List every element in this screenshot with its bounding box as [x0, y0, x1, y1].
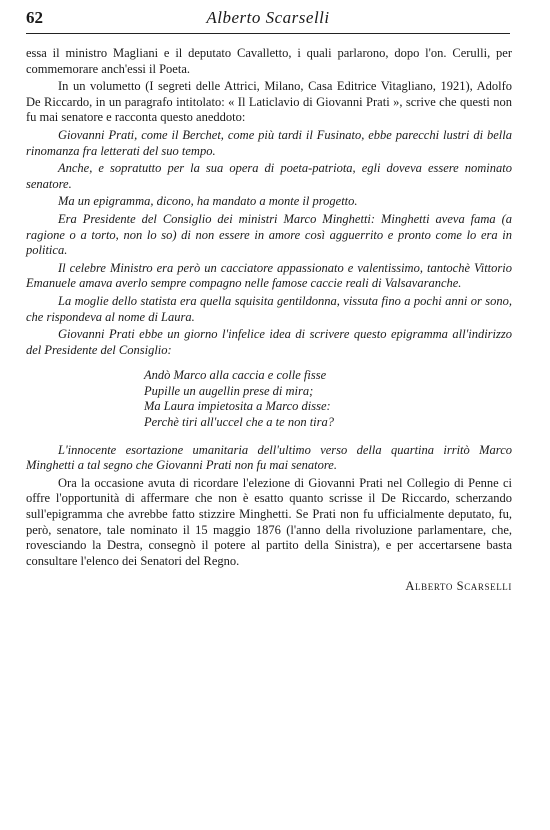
quoted-paragraph: Giovanni Prati ebbe un giorno l'infelice idea di scrivere questo epigramma all'indirizzo del Presidente del Consiglio: [26, 327, 512, 357]
quoted-paragraph: Anche, e sopratutto per la sua opera di poeta-patriota, egli doveva essere nominato senatore. [26, 161, 512, 191]
poem-line: Pupille un augellin prese di mira; [144, 383, 314, 398]
paragraph: In un volumetto (I segreti delle Attrici, Milano, Casa Editrice Vitagliano, 1921), Adolfo De Riccardo, in un paragrafo intitolato: « Il Laticlavio di Giovanni Prati », scrive che questi non fu mai senatore e racconta questo aneddoto: [26, 79, 512, 125]
paragraph: essa il ministro Magliani e il deputato Cavalletto, i quali parlarono, dopo l'on. Cerulli, per commemorare anch'essi il Poeta. [26, 46, 512, 76]
poem-line: Ma Laura impietosita a Marco disse: [144, 399, 331, 414]
quoted-paragraph: Era Presidente del Consiglio dei ministri Marco Minghetti: Minghetti aveva fama (a ragione o a torto, non lo so) di non essere in amore così agguerrito e pronto come lo era in politica. [26, 211, 512, 258]
header-rule [26, 33, 510, 34]
page-number: 62 [26, 8, 43, 27]
epigram-poem [144, 368, 512, 430]
page-header [26, 8, 510, 32]
quoted-paragraph: Giovanni Prati, come il Berchet, come più tardi il Fusinato, ebbe parecchi lustri di bella rinomanza fra letterati del suo tempo. [26, 127, 512, 158]
article-body [26, 46, 512, 595]
paragraph: Ora la occasione avuta di ricordare l'elezione di Giovanni Prati nel Collegio di Penne ci offre l'opportunità di affermare che non è esatto quanto scrisse il De Riccardo, scherzando sull'epigramma che avrebbe fatto stizzire Minghetti. Se Prati non fu ufficialmente deputato, fu, però, senatore, tale nominato il 15 maggio 1876 (l'anno della rivoluzione parlamentare, che, rovesciando la Destra, consegnò il potere al partito della Sinistra), e per accertarsene basta consultare l'elenco dei Senatori del Regno. [26, 475, 512, 568]
quoted-paragraph: Il celebre Ministro era però un cacciatore appassionato e valentissimo, tantochè Vittorio Emanuele amava averlo sempre compagno nelle famose caccie reali di Valsavaranche. [26, 260, 512, 291]
quoted-paragraph: La moglie dello statista era quella squisita gentildonna, vissuta fino a pochi anni or sono, che rispondeva al nome di Laura. [26, 293, 512, 324]
author-signature: Alberto Scarselli [405, 579, 512, 594]
poem-line: Andò Marco alla caccia e colle fisse [144, 368, 327, 383]
quoted-paragraph: Ma un epigramma, dicono, ha mandato a monte il progetto. [58, 194, 358, 209]
poem-line: Perchè tiri all'uccel che a te non tira? [144, 415, 335, 430]
running-head: Alberto Scarselli [206, 8, 330, 27]
quoted-paragraph: L'innocente esortazione umanitaria dell'ultimo verso della quartina irritò Marco Minghetti a tal segno che Giovanni Prati non fu mai senatore. [26, 442, 512, 473]
